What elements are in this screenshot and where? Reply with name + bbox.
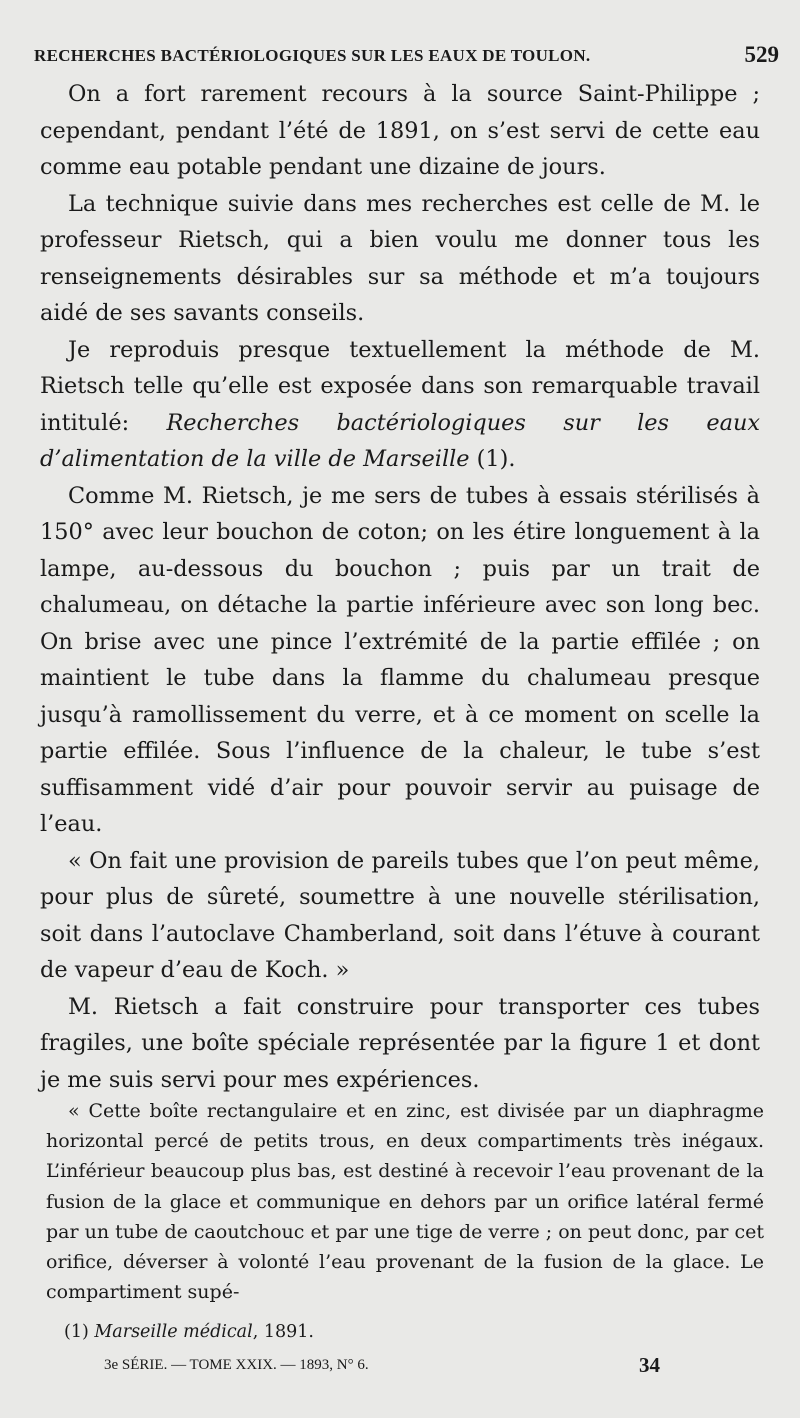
paragraph: « On fait une provision de pareils tubes que l’on peut même, pour plus de sûreté, soumettre à une nouvelle stérilisation, soit dans l’autoclave Chamberland, soit dans l’étuve à courant de vapeur d’eau de Koch. » [40, 847, 760, 983]
footnote-source: Marseille médical [94, 1322, 253, 1342]
footnote-reference: (1). [469, 446, 516, 472]
paragraph: On a fort rarement recours à la source Saint-Philippe ; cependant, pendant l’été de 1891, on s’est servi de cette eau comme eau potable pendant une dizaine de jours. [40, 81, 760, 180]
footnote-year: , 1891. [252, 1322, 314, 1342]
signature-mark: 34 [639, 1353, 660, 1377]
paragraph-text: Je reproduis presque textuellement la méthode de M. Rietsch telle qu’elle est exposée dans son remarquable travail intitulé: [40, 336, 760, 436]
page-header [34, 42, 779, 74]
paragraph: La technique suivie dans mes recherches est celle de M. le professeur Rietsch, qui a bien voulu me donner tous les renseignements désirables sur sa méthode et m’a toujours aidé de ses savants conseils. [40, 190, 760, 326]
body-text [40, 76, 760, 1098]
paragraph: M. Rietsch a fait construire pour transporter ces tubes fragiles, une boîte spéciale représentée par la figure 1 et dont je me suis servi pour mes expériences. [40, 993, 760, 1093]
page-number: 529 [744, 42, 779, 67]
block-quote [46, 1096, 764, 1307]
page-footer [104, 1353, 660, 1387]
running-head: RECHERCHES BACTÉRIOLOGIQUES SUR LES EAUX DE TOULON. [34, 46, 591, 65]
paragraph: Comme M. Rietsch, je me sers de tubes à essais stérilisés à 150° avec leur bouchon de coton; on les étire longuement à la lampe, au-dessous du bouchon ; puis par un trait de chalumeau, on détache la partie inférieure avec son long bec. On brise avec une pince l’extrémité de la partie effilée ; on maintient le tube dans la flamme du chalumeau presque jusqu’à ramollissement du verre, et à ce moment on scelle la partie effilée. Sous l’influence de la chaleur, le tube s’est suffisamment vidé d’air pour pouvoir servir au puisage de l’eau. [40, 482, 760, 837]
series-info: 3e SÉRIE. — TOME XXIX. — 1893, N° 6. [104, 1357, 369, 1373]
quote-text: « Cette boîte rectangulaire et en zinc, est divisée par un diaphragme horizontal percé de petits trous, en deux compartiments très inégaux. L’inférieur beaucoup plus bas, est destiné à recevoir l’eau provenant de la fusion de la glace et communique en dehors par un orifice latéral fermé par un tube de caoutchouc et par une tige de verre ; on peut donc, par cet orifice, déverser à volonté l’eau provenant de la fusion de la glace. Le compartiment supé- [46, 1100, 764, 1304]
footnote [64, 1322, 314, 1342]
paragraph-method [40, 332, 760, 478]
footnote-marker: (1) [64, 1322, 95, 1342]
cited-work-title: Recherches bactériologiques sur les eaux d’alimentation de la ville de Marseille [40, 409, 761, 472]
